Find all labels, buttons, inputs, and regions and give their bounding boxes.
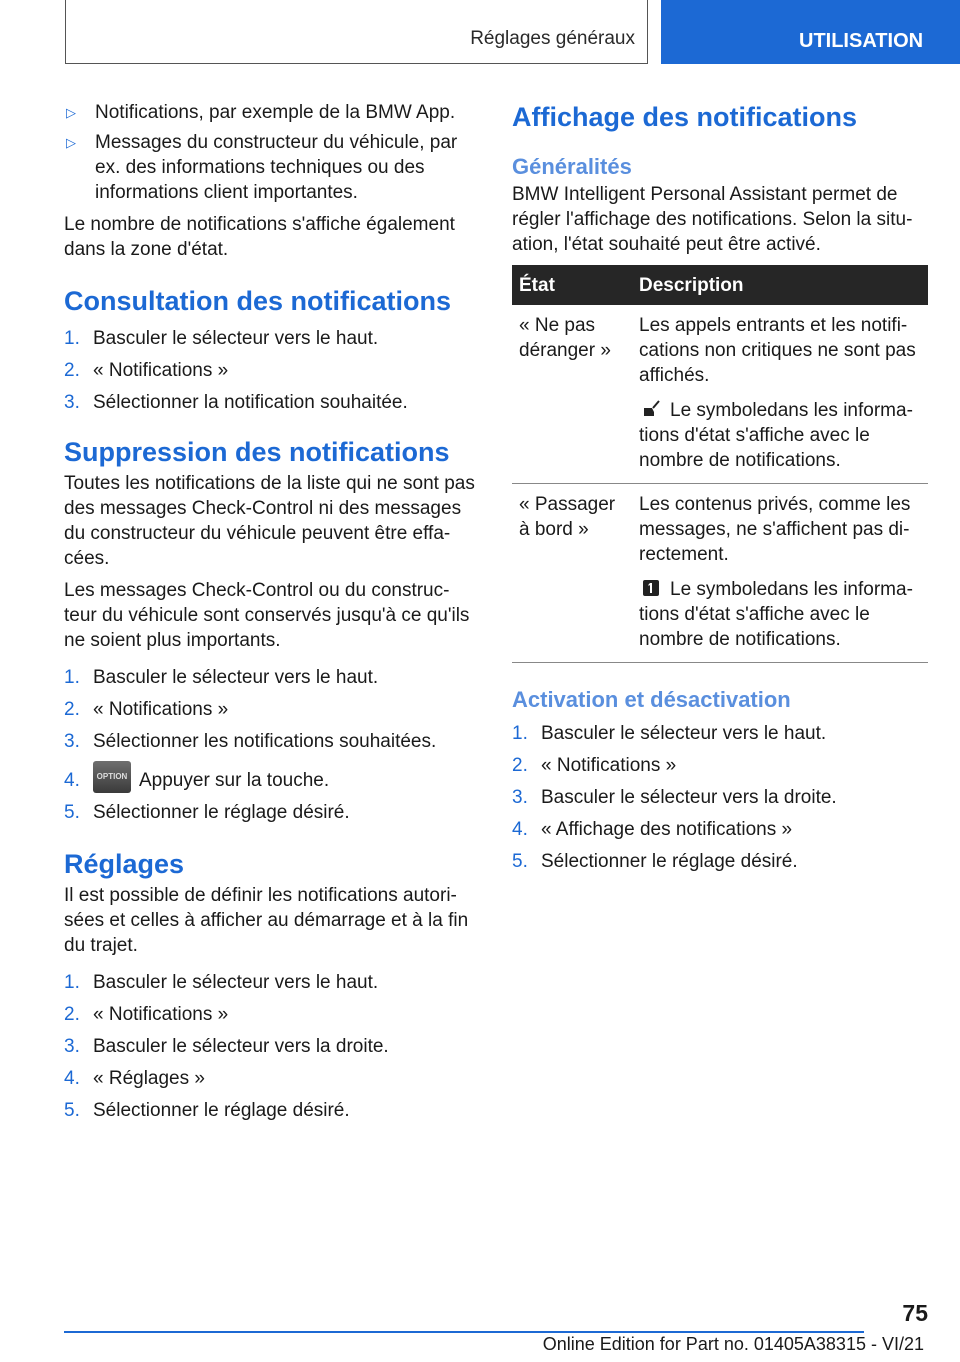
step-number: 5. [64, 1100, 80, 1121]
table-row [512, 484, 928, 663]
list-item [512, 817, 928, 842]
do-not-disturb-icon [642, 400, 660, 418]
step-text: Sélectionner le réglage désiré. [93, 1100, 350, 1121]
step-text: « Notifications » [541, 755, 677, 776]
table-cell-state: « Ne pas déranger » [512, 305, 632, 484]
list-item [64, 768, 482, 793]
step-text: Basculer le sélecteur vers la droite. [93, 1036, 389, 1057]
step-number: 1. [64, 972, 80, 993]
subsection-title-activation: Activation et désactivation [512, 687, 791, 712]
bullet-text: Notifications, par exemple de la BMW App. [95, 102, 456, 123]
header-chapter-tab: UTILISATION [661, 0, 960, 64]
suppress-paragraph-2: Les messages Check-Control ou du construc-teur du véhicule sont conservés jusqu'à ce qu'ils ne soient plus importants. [64, 580, 470, 651]
step-number: 2. [64, 360, 80, 381]
table-header-state: État [512, 265, 632, 305]
step-text: Sélectionner le réglage désiré. [93, 802, 350, 823]
settings-paragraph: Il est possible de définir les notifications autori-sées et celles à afficher au démarrage et à la fin du trajet. [64, 885, 469, 956]
symbol-note [639, 398, 921, 473]
step-text: Sélectionner le réglage désiré. [541, 851, 798, 872]
step-number: 1. [64, 328, 80, 349]
symbol-note-text: Le symboledans les informa-tions d'état s'affiche avec le nombre de notifications. [639, 400, 913, 471]
triangle-bullet-icon: ▷ [66, 135, 76, 150]
step-text: « Notifications » [93, 1004, 229, 1025]
list-item [512, 849, 928, 874]
list-item [64, 697, 482, 722]
table-cell-state: « Passager à bord » [512, 484, 632, 663]
list-item [64, 358, 482, 383]
step-number: 1. [64, 667, 80, 688]
step-number: 3. [64, 1036, 80, 1057]
step-text: « Réglages » [93, 1068, 205, 1089]
list-item [64, 130, 482, 205]
list-item [64, 100, 482, 125]
list-item [64, 970, 482, 995]
step-number: 3. [64, 392, 80, 413]
triangle-bullet-icon: ▷ [66, 105, 76, 120]
list-item [64, 1034, 482, 1059]
step-text: « Notifications » [93, 360, 229, 381]
symbol-note [639, 577, 921, 652]
section-title-display: Affichage des notifications [512, 102, 858, 132]
step-text: Sélectionner la notification souhaitée. [93, 392, 408, 413]
option-button-icon: OPTION [93, 761, 131, 793]
section-title-settings: Réglages [64, 849, 185, 879]
list-item [64, 800, 482, 825]
subsection-title-general: Généralités [512, 154, 632, 179]
list-item [64, 729, 482, 754]
footer-edition: Online Edition for Part no. 01405A38315 - VI/21 [542, 1334, 924, 1354]
step-number: 4. [64, 1068, 80, 1089]
section-title-consult: Consultation des notifications [64, 286, 452, 316]
step-text: Basculer le sélecteur vers le haut. [93, 667, 379, 688]
passenger-icon [642, 579, 660, 597]
step-number: 4. [512, 819, 528, 840]
footer-divider [64, 1331, 864, 1333]
step-number: 4. [64, 770, 80, 791]
step-text: Basculer le sélecteur vers la droite. [541, 787, 837, 808]
list-item [512, 721, 928, 746]
list-item [64, 1098, 482, 1123]
status-table [512, 265, 928, 663]
list-item [64, 326, 482, 351]
table-row [512, 305, 928, 484]
step-number: 1. [512, 723, 528, 744]
general-paragraph: BMW Intelligent Personal Assistant permet de régler l'affichage des notifications. Selon la situ-ation, l'état souhaité peut être activé. [512, 184, 913, 255]
suppress-paragraph-1: Toutes les notifications de la liste qui ne sont pas des messages Check-Control ni des messages du constructeur du véhicule peuvent être effa-cées. [64, 473, 475, 569]
page-number: 75 [902, 1300, 928, 1326]
step-text: Basculer le sélecteur vers le haut. [541, 723, 827, 744]
header-section-title: Réglages généraux [470, 28, 635, 49]
step-number: 2. [64, 699, 80, 720]
right-column [512, 100, 928, 881]
list-item [64, 1066, 482, 1091]
bullet-text: Messages du constructeur du véhicule, par ex. des informations techniques ou des informations client importantes. [95, 132, 458, 203]
symbol-note-text: Le symboledans les informa-tions d'état s'affiche avec le nombre de notifications. [639, 579, 913, 650]
step-number: 3. [512, 787, 528, 808]
list-item [64, 1002, 482, 1027]
left-column [64, 100, 482, 1130]
step-number: 2. [64, 1004, 80, 1025]
step-number: 5. [64, 802, 80, 823]
step-text: Appuyer sur la touche. [139, 770, 330, 791]
intro-paragraph: Le nombre de notifications s'affiche également dans la zone d'état. [64, 214, 455, 260]
row-description: Les appels entrants et les notifi-cations non critiques ne sont pas affichés. [639, 315, 916, 386]
list-item [64, 665, 482, 690]
step-number: 3. [64, 731, 80, 752]
step-text: « Affichage des notifications » [541, 819, 793, 840]
step-text: Basculer le sélecteur vers le haut. [93, 328, 379, 349]
table-cell-description [632, 484, 928, 663]
step-number: 2. [512, 755, 528, 776]
header-frame [65, 0, 648, 64]
list-item [512, 753, 928, 778]
step-text: « Notifications » [93, 699, 229, 720]
step-text: Sélectionner les notifications souhaitées. [93, 731, 437, 752]
step-text: Basculer le sélecteur vers le haut. [93, 972, 379, 993]
section-title-suppress: Suppression des notifications [64, 437, 450, 467]
table-cell-description [632, 305, 928, 484]
list-item [512, 785, 928, 810]
row-description: Les contenus privés, comme les messages, ne s'affichent pas di-rectement. [639, 494, 911, 565]
table-header-description: Description [632, 265, 928, 305]
list-item [64, 390, 482, 415]
step-number: 5. [512, 851, 528, 872]
